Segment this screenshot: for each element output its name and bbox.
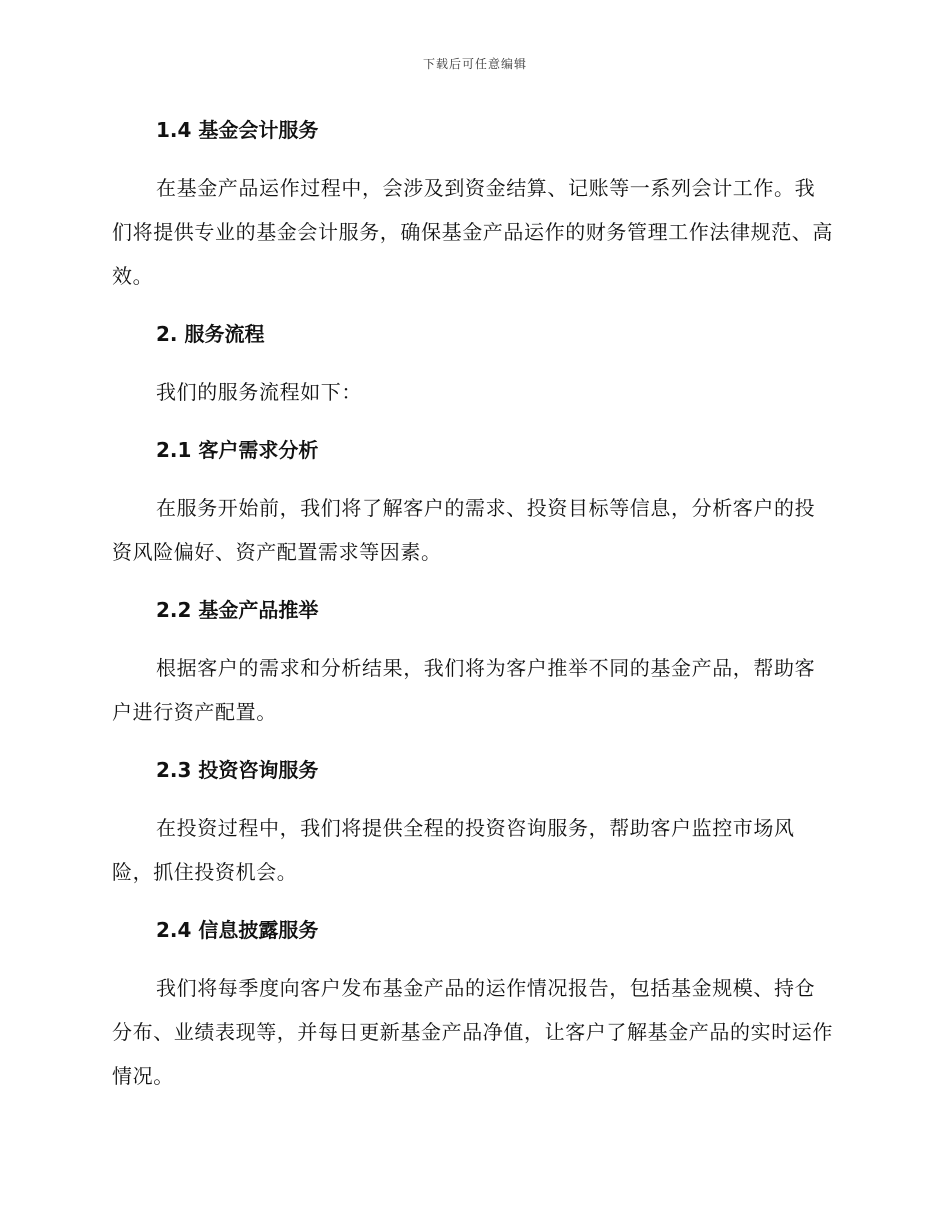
section-heading-2-1: 2.1 客户需求分析 [156, 438, 319, 462]
section-paragraph-2-3: 在投资过程中，我们将提供全程的投资咨询服务，帮助客户监控市场风险，抓住投资机会。 [112, 816, 795, 884]
section-paragraph-2-2: 根据客户的需求和分析结果，我们将为客户推举不同的基金产品，帮助客户进行资产配置。 [112, 656, 816, 724]
section-heading-2: 2. 服务流程 [156, 322, 265, 346]
document-content [112, 108, 834, 1112]
section-heading-1-4: 1.4 基金会计服务 [156, 118, 319, 142]
page-header-note: 下载后可任意编辑 [422, 57, 527, 71]
section-paragraph-1-4: 在基金产品运作过程中，会涉及到资金结算、记账等一系列会计工作。我们将提供专业的基金会计服务，确保基金产品运作的财务管理工作法律规范、高效。 [112, 176, 833, 288]
section-heading-2-4: 2.4 信息披露服务 [156, 918, 319, 942]
section-paragraph-2-4: 我们将每季度向客户发布基金产品的运作情况报告，包括基金规模、持仓分布、业绩表现等，并每日更新基金产品净值，让客户了解基金产品的实时运作情况。 [112, 976, 833, 1088]
section-paragraph-2: 我们的服务流程如下： [156, 380, 362, 404]
section-heading-2-3: 2.3 投资咨询服务 [156, 758, 319, 782]
section-paragraph-2-1: 在服务开始前，我们将了解客户的需求、投资目标等信息，分析客户的投资风险偏好、资产配置需求等因素。 [112, 496, 816, 564]
section-heading-2-2: 2.2 基金产品推举 [156, 598, 319, 622]
